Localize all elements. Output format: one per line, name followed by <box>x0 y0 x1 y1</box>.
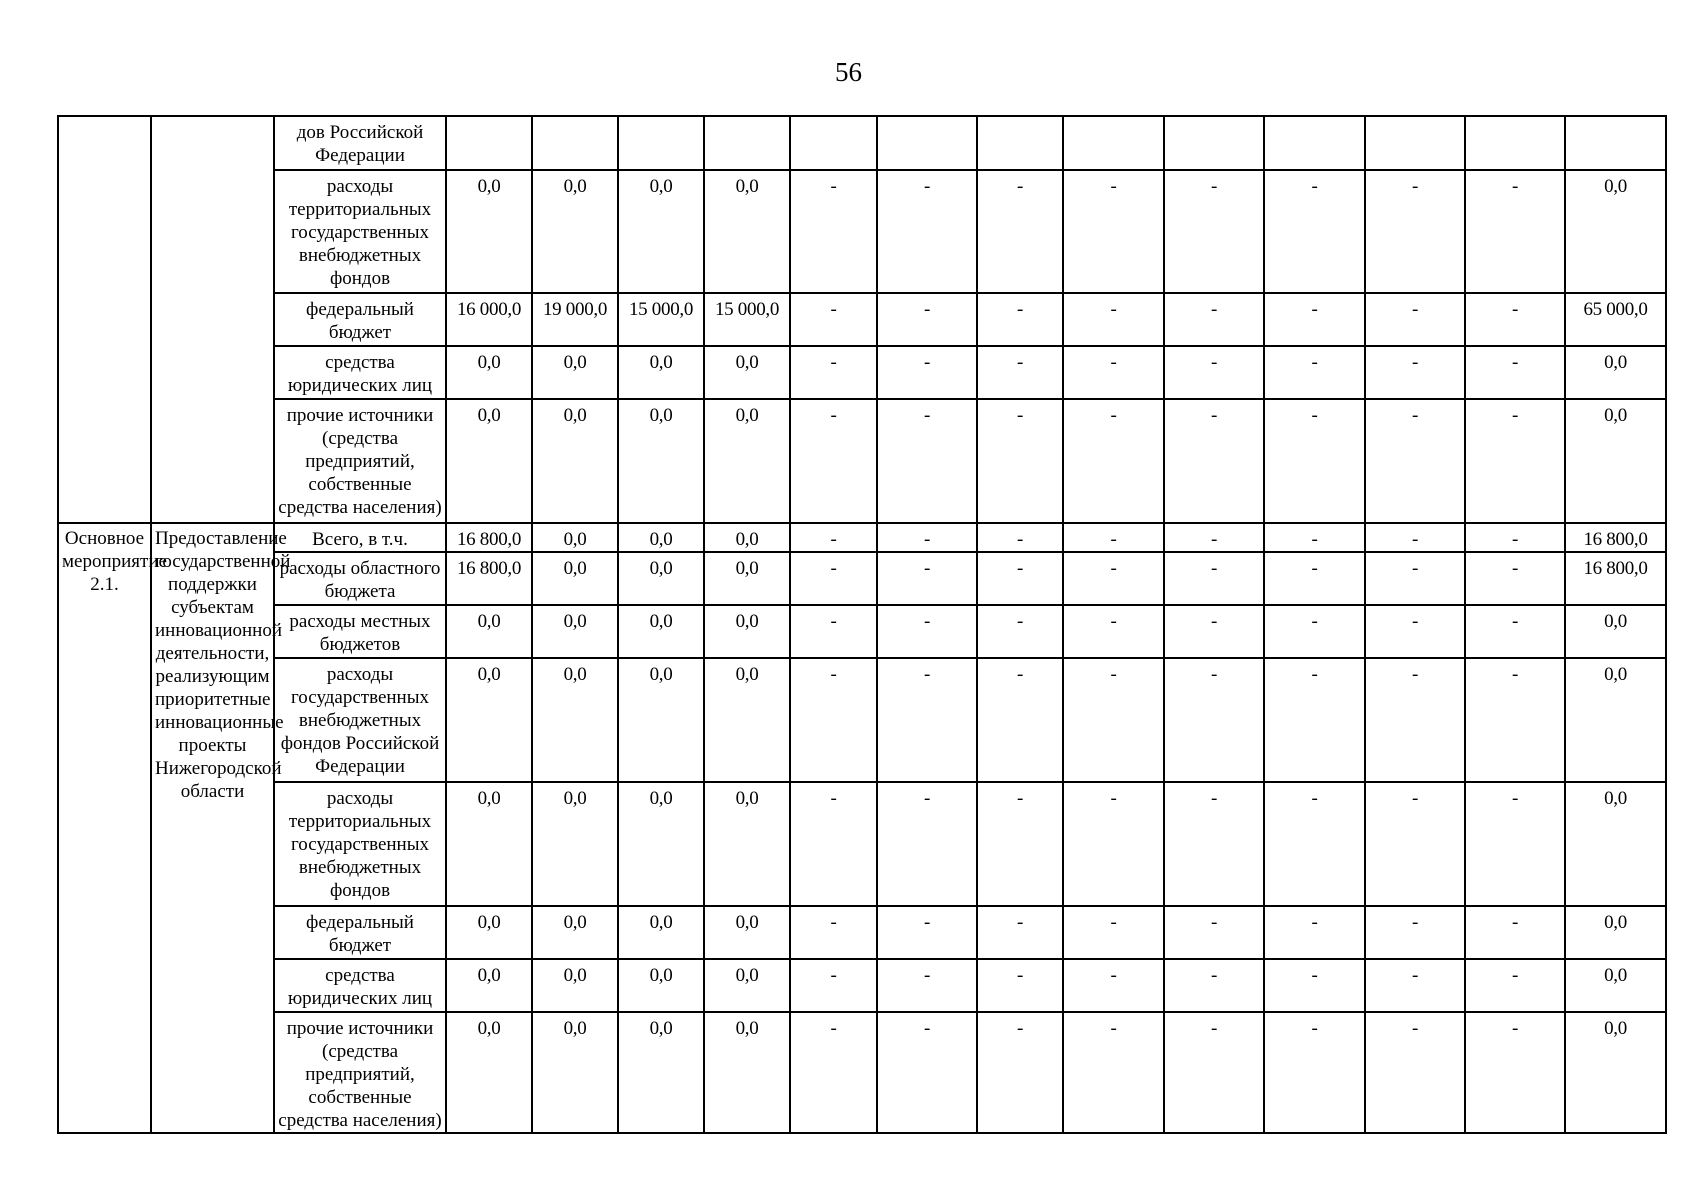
value-cell: 0,0 <box>704 1012 790 1133</box>
value-cell: - <box>1365 170 1465 293</box>
value-cell: - <box>1264 399 1365 523</box>
value-cell: - <box>1465 906 1565 959</box>
value-cell: - <box>877 906 977 959</box>
table-row <box>58 552 1666 605</box>
value-cell: 0,0 <box>618 170 704 293</box>
value-cell: - <box>877 399 977 523</box>
table-row <box>58 293 1666 346</box>
value-cell: 0,0 <box>704 552 790 605</box>
value-cell <box>532 116 618 170</box>
measure-cell: Основное мероприятие 2.1. <box>58 523 151 1133</box>
value-cell: 16 800,0 <box>446 552 532 605</box>
value-cell: - <box>1465 658 1565 782</box>
value-cell: - <box>977 346 1063 399</box>
value-cell: - <box>1063 523 1164 552</box>
value-cell: - <box>790 959 877 1012</box>
value-cell: - <box>1164 399 1264 523</box>
value-cell: - <box>1063 782 1164 906</box>
funding-source-cell: расходы территориальных государственных внебюджетных фондов <box>274 170 446 293</box>
value-cell: 0,0 <box>532 782 618 906</box>
value-cell: - <box>977 293 1063 346</box>
value-cell: - <box>1164 906 1264 959</box>
value-cell: 0,0 <box>704 658 790 782</box>
value-cell: - <box>790 658 877 782</box>
value-cell <box>618 116 704 170</box>
funding-source-cell: дов Российской Федерации <box>274 116 446 170</box>
value-cell: - <box>877 959 977 1012</box>
value-cell: 0,0 <box>704 605 790 658</box>
value-cell <box>790 116 877 170</box>
page-number: 56 <box>835 57 862 87</box>
value-cell: 0,0 <box>618 1012 704 1133</box>
funding-source-cell: прочие источники (средства предприятий, собственные средства населения) <box>274 1012 446 1133</box>
total-value-cell: 0,0 <box>1565 906 1666 959</box>
value-cell: - <box>790 346 877 399</box>
value-cell: - <box>1063 346 1164 399</box>
value-cell: 0,0 <box>532 346 618 399</box>
value-cell: 0,0 <box>618 906 704 959</box>
total-value-cell: 65 000,0 <box>1565 293 1666 346</box>
value-cell: 0,0 <box>618 959 704 1012</box>
table-row <box>58 658 1666 782</box>
value-cell: 0,0 <box>704 782 790 906</box>
value-cell: 0,0 <box>532 170 618 293</box>
total-value-cell: 0,0 <box>1565 605 1666 658</box>
value-cell: - <box>877 658 977 782</box>
value-cell: - <box>977 170 1063 293</box>
table-body <box>58 116 1666 1133</box>
funding-source-cell: расходы местных бюджетов <box>274 605 446 658</box>
funding-source-cell: расходы территориальных государственных внебюджетных фондов <box>274 782 446 906</box>
value-cell: - <box>1063 1012 1164 1133</box>
value-cell: - <box>1264 346 1365 399</box>
total-value-cell: 0,0 <box>1565 959 1666 1012</box>
value-cell: - <box>1465 959 1565 1012</box>
value-cell: - <box>1264 906 1365 959</box>
value-cell: - <box>877 293 977 346</box>
total-value-cell: 16 800,0 <box>1565 523 1666 552</box>
value-cell <box>1365 116 1465 170</box>
total-value-cell: 0,0 <box>1565 782 1666 906</box>
value-cell: - <box>1164 959 1264 1012</box>
value-cell: 0,0 <box>532 906 618 959</box>
value-cell <box>1465 116 1565 170</box>
value-cell: 0,0 <box>704 346 790 399</box>
value-cell: - <box>1465 1012 1565 1133</box>
value-cell: - <box>977 552 1063 605</box>
value-cell: - <box>1465 346 1565 399</box>
value-cell: 0,0 <box>704 170 790 293</box>
value-cell: - <box>790 1012 877 1133</box>
value-cell: 0,0 <box>446 346 532 399</box>
value-cell: 0,0 <box>618 658 704 782</box>
value-cell: - <box>1264 1012 1365 1133</box>
value-cell: 0,0 <box>532 1012 618 1133</box>
value-cell: - <box>1264 782 1365 906</box>
value-cell: - <box>1465 523 1565 552</box>
value-cell: - <box>1365 959 1465 1012</box>
description-cell: Предоставление государственной поддержки субъектам инновационной деятельности, реализующим приоритетные инновационные проекты Нижегородской области <box>151 523 274 1133</box>
value-cell: 0,0 <box>446 399 532 523</box>
value-cell: 0,0 <box>618 782 704 906</box>
value-cell: - <box>977 906 1063 959</box>
value-cell: - <box>877 170 977 293</box>
value-cell: - <box>1365 346 1465 399</box>
value-cell: - <box>1063 293 1164 346</box>
value-cell: - <box>1465 170 1565 293</box>
value-cell: - <box>1063 959 1164 1012</box>
value-cell: - <box>1164 1012 1264 1133</box>
value-cell: 15 000,0 <box>704 293 790 346</box>
value-cell: 15 000,0 <box>618 293 704 346</box>
value-cell <box>1264 116 1365 170</box>
table-row <box>58 116 1666 170</box>
value-cell: - <box>790 399 877 523</box>
value-cell: 0,0 <box>704 906 790 959</box>
value-cell: 0,0 <box>446 782 532 906</box>
value-cell: - <box>1164 658 1264 782</box>
total-value-cell: 0,0 <box>1565 399 1666 523</box>
value-cell: 0,0 <box>532 523 618 552</box>
table-row <box>58 170 1666 293</box>
value-cell: - <box>1365 552 1465 605</box>
value-cell <box>1063 116 1164 170</box>
value-cell: - <box>1465 605 1565 658</box>
table-row <box>58 605 1666 658</box>
value-cell: - <box>1465 552 1565 605</box>
table-row <box>58 399 1666 523</box>
value-cell: - <box>1164 523 1264 552</box>
value-cell: - <box>1365 782 1465 906</box>
value-cell: - <box>1063 170 1164 293</box>
value-cell: - <box>1365 399 1465 523</box>
table-row <box>58 906 1666 959</box>
value-cell: 19 000,0 <box>532 293 618 346</box>
value-cell: - <box>790 782 877 906</box>
value-cell: - <box>1465 293 1565 346</box>
value-cell: - <box>1264 658 1365 782</box>
value-cell: - <box>790 523 877 552</box>
total-value-cell: 16 800,0 <box>1565 552 1666 605</box>
value-cell: - <box>1465 399 1565 523</box>
value-cell: 0,0 <box>446 906 532 959</box>
value-cell: - <box>1365 658 1465 782</box>
value-cell: - <box>1063 658 1164 782</box>
total-value-cell <box>1565 116 1666 170</box>
value-cell <box>1164 116 1264 170</box>
value-cell: 0,0 <box>446 1012 532 1133</box>
value-cell: - <box>1365 1012 1465 1133</box>
value-cell: - <box>1264 170 1365 293</box>
value-cell: 0,0 <box>446 170 532 293</box>
funding-source-cell: федеральный бюджет <box>274 906 446 959</box>
value-cell: 0,0 <box>532 552 618 605</box>
value-cell: - <box>877 346 977 399</box>
value-cell <box>877 116 977 170</box>
total-value-cell: 0,0 <box>1565 346 1666 399</box>
value-cell: 0,0 <box>446 605 532 658</box>
value-cell: - <box>977 605 1063 658</box>
value-cell: 0,0 <box>704 523 790 552</box>
value-cell: - <box>1365 906 1465 959</box>
value-cell: - <box>877 782 977 906</box>
value-cell: - <box>1264 523 1365 552</box>
value-cell: - <box>790 552 877 605</box>
total-value-cell: 0,0 <box>1565 1012 1666 1133</box>
value-cell: - <box>977 658 1063 782</box>
description-cell-empty <box>151 116 274 523</box>
value-cell: - <box>877 605 977 658</box>
value-cell: - <box>977 399 1063 523</box>
value-cell: - <box>790 906 877 959</box>
value-cell: 0,0 <box>618 523 704 552</box>
value-cell: - <box>1365 523 1465 552</box>
value-cell: - <box>1264 552 1365 605</box>
value-cell: - <box>1063 605 1164 658</box>
value-cell: 16 000,0 <box>446 293 532 346</box>
measure-cell-empty <box>58 116 151 523</box>
value-cell: - <box>1264 959 1365 1012</box>
value-cell: - <box>1063 906 1164 959</box>
value-cell: - <box>1164 782 1264 906</box>
value-cell: 0,0 <box>618 346 704 399</box>
table-row <box>58 1012 1666 1133</box>
value-cell: - <box>977 959 1063 1012</box>
value-cell: 0,0 <box>532 399 618 523</box>
value-cell: - <box>1063 399 1164 523</box>
value-cell: - <box>977 523 1063 552</box>
value-cell: 0,0 <box>532 959 618 1012</box>
value-cell: - <box>977 782 1063 906</box>
value-cell: 0,0 <box>532 658 618 782</box>
value-cell: - <box>790 170 877 293</box>
value-cell: - <box>790 605 877 658</box>
value-cell <box>977 116 1063 170</box>
value-cell: 0,0 <box>618 552 704 605</box>
value-cell: - <box>1164 552 1264 605</box>
value-cell: 0,0 <box>704 959 790 1012</box>
funding-source-cell: прочие источники (средства предприятий, собственные средства населения) <box>274 399 446 523</box>
value-cell: 0,0 <box>446 959 532 1012</box>
total-value-cell: 0,0 <box>1565 658 1666 782</box>
value-cell: 0,0 <box>532 605 618 658</box>
funding-source-cell: федеральный бюджет <box>274 293 446 346</box>
value-cell: - <box>877 523 977 552</box>
total-value-cell: 0,0 <box>1565 170 1666 293</box>
value-cell: - <box>1264 293 1365 346</box>
value-cell: 0,0 <box>704 399 790 523</box>
value-cell: - <box>1164 293 1264 346</box>
value-cell: 0,0 <box>446 658 532 782</box>
value-cell <box>446 116 532 170</box>
table-row <box>58 346 1666 399</box>
funding-source-cell: Всего, в т.ч. <box>274 523 446 552</box>
value-cell: - <box>1365 605 1465 658</box>
funding-source-cell: средства юридических лиц <box>274 346 446 399</box>
funding-source-cell: средства юридических лиц <box>274 959 446 1012</box>
value-cell <box>704 116 790 170</box>
funding-source-cell: расходы государственных внебюджетных фондов Российской Федерации <box>274 658 446 782</box>
table-row <box>58 959 1666 1012</box>
value-cell: - <box>1465 782 1565 906</box>
value-cell: - <box>977 1012 1063 1133</box>
funding-source-cell: расходы областного бюджета <box>274 552 446 605</box>
value-cell: 16 800,0 <box>446 523 532 552</box>
value-cell: - <box>1063 552 1164 605</box>
budget-table <box>57 115 1667 1134</box>
value-cell: - <box>1365 293 1465 346</box>
value-cell: 0,0 <box>618 399 704 523</box>
value-cell: - <box>877 552 977 605</box>
value-cell: - <box>1164 605 1264 658</box>
value-cell: - <box>1264 605 1365 658</box>
value-cell: - <box>1164 170 1264 293</box>
value-cell: 0,0 <box>618 605 704 658</box>
value-cell: - <box>877 1012 977 1133</box>
table-row <box>58 782 1666 906</box>
value-cell: - <box>790 293 877 346</box>
table-row <box>58 523 1666 552</box>
value-cell: - <box>1164 346 1264 399</box>
